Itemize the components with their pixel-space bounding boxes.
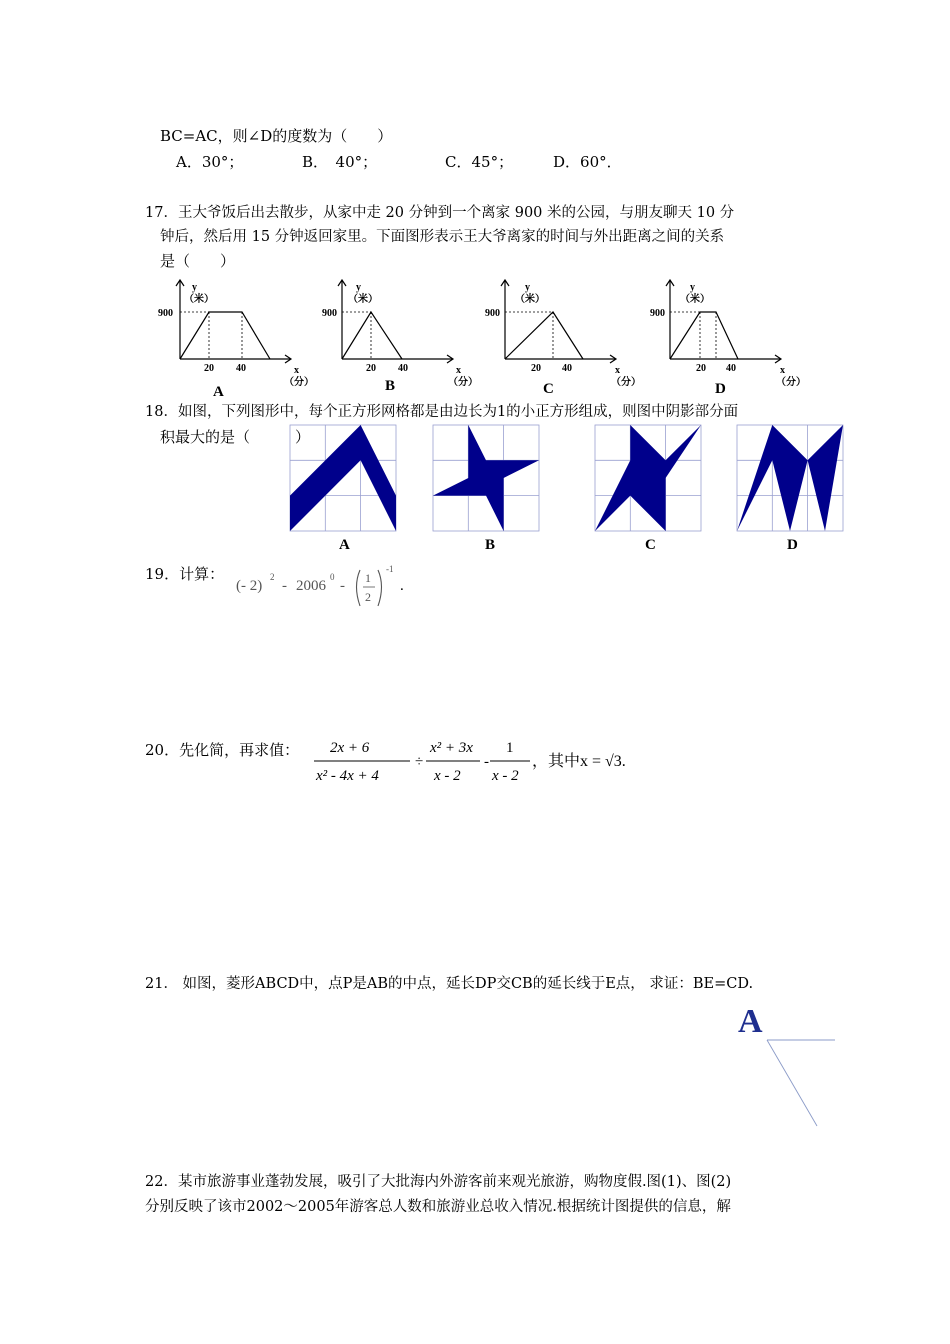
svg-text:（米）: （米）	[515, 294, 545, 305]
figure-label-d: D	[787, 537, 798, 553]
x-unit: （分）	[284, 377, 314, 388]
svg-text:÷: ÷	[415, 754, 424, 770]
svg-text:1: 1	[365, 571, 371, 585]
shaded-region	[433, 425, 539, 531]
svg-text:900: 900	[485, 308, 500, 319]
svg-text:40: 40	[398, 363, 408, 374]
shaded-region	[595, 425, 701, 531]
svg-text:20: 20	[366, 363, 376, 374]
q17-line2: 钟后，然后用 15 分钟返回家里。下面图形表示王大爷离家的时间与外出距离之间的关系	[160, 229, 725, 245]
svg-text:-1: -1	[386, 564, 394, 574]
q18-line1: 18．如图，下列图形中，每个正方形网格都是由边长为1的小正方形组成，则图中阴影部分面	[145, 404, 739, 420]
q17-line3: 是（ ）	[160, 252, 236, 270]
q20-prefix: 20．先化简，再求值：	[145, 741, 300, 759]
svg-text:x: x	[780, 365, 785, 376]
figure-label-c: C	[645, 537, 656, 553]
q19-prefix: 19．计算：	[145, 565, 225, 583]
q16-option-b: B． 40°；	[302, 153, 378, 171]
q17-graph-d	[640, 276, 806, 398]
graph-label-b: B	[385, 378, 396, 394]
svg-text:y: y	[356, 282, 361, 293]
q16-option-a: A．30°；	[176, 153, 244, 171]
vertex-label-a: A	[738, 1003, 763, 1040]
svg-text:-: -	[340, 578, 345, 594]
figure-label-b: B	[485, 537, 496, 553]
svg-text:(- 2): (- 2)	[236, 578, 263, 594]
graph-line	[505, 312, 583, 359]
svg-text:y: y	[525, 282, 530, 293]
q16-option-d: D．60°．	[553, 153, 622, 171]
svg-text:40: 40	[562, 363, 572, 374]
svg-text:x: x	[456, 365, 461, 376]
shaded-region	[737, 425, 843, 531]
q18-line2: 积最大的是（ ）	[160, 428, 311, 446]
shaded-region	[290, 425, 396, 531]
svg-text:40: 40	[726, 363, 736, 374]
svg-text:（分）: （分）	[776, 377, 806, 388]
svg-text:900: 900	[650, 308, 665, 319]
q18-figure-a	[290, 425, 400, 551]
q21-text: 21． 如图，菱形ABCD中，点P是AB的中点，延长DP交CB的延长线于E点， 求证：BE=CD.	[145, 976, 754, 992]
svg-text:2x + 6: 2x + 6	[330, 740, 370, 756]
q17-graph-c	[475, 276, 641, 398]
q16-option-c: C．45°；	[445, 153, 514, 171]
q18-figure-b	[433, 425, 543, 551]
q21-figure	[735, 1000, 845, 1130]
svg-text:2: 2	[365, 590, 371, 604]
svg-text:（分）: （分）	[611, 377, 641, 388]
svg-text:20: 20	[531, 363, 541, 374]
graph-label-c: C	[543, 381, 554, 397]
x-tick-20: 20	[204, 363, 214, 374]
svg-text:-: -	[282, 578, 287, 594]
q18-figure-d	[737, 425, 847, 551]
svg-text:（米）: （米）	[348, 294, 378, 305]
svg-text:x - 2: x - 2	[434, 768, 461, 784]
graph-line	[180, 312, 270, 359]
q17-line1: 17．王大爷饭后出去散步，从家中走 20 分钟到一个离家 900 米的公园，与朋友聊天 10 分	[145, 205, 735, 221]
graph-label-d: D	[715, 381, 726, 397]
svg-text:.: .	[400, 578, 404, 594]
svg-text:900: 900	[322, 308, 337, 319]
q17-graph-b	[312, 276, 478, 398]
q18-figure-c	[595, 425, 705, 551]
svg-text:x - 2: x - 2	[492, 768, 519, 784]
svg-text:y: y	[690, 282, 695, 293]
graph-line	[670, 312, 738, 359]
q16-stem-tail: BC=AC，则∠D的度数为（ ）	[160, 127, 393, 145]
q19-expression	[234, 560, 414, 610]
x-tick-40: 40	[236, 363, 246, 374]
y-label: y	[192, 282, 197, 293]
svg-text:x² + 3x: x² + 3x	[430, 740, 473, 756]
x-label: x	[294, 365, 299, 376]
svg-text:2: 2	[270, 572, 275, 582]
graph-line	[342, 312, 402, 359]
q20-expression	[310, 730, 650, 790]
y-tick: 900	[158, 308, 173, 319]
svg-text:1: 1	[506, 740, 514, 756]
svg-text:x² - 4x + 4: x² - 4x + 4	[316, 768, 379, 784]
q22-line2: 分别反映了该市2002～2005年游客总人数和旅游业总收入情况.根据统计图提供的信息，解	[145, 1199, 731, 1215]
figure-label-a: A	[339, 537, 350, 553]
svg-text:20: 20	[696, 363, 706, 374]
graph-label-a: A	[213, 384, 224, 400]
svg-text:2006: 2006	[296, 578, 326, 594]
svg-text:，其中x = √3.: ，其中x = √3.	[532, 753, 626, 770]
svg-text:x: x	[615, 365, 620, 376]
svg-text:（分）: （分）	[448, 377, 478, 388]
svg-text:0: 0	[330, 572, 335, 582]
svg-text:-: -	[484, 754, 489, 770]
y-unit: （米）	[184, 294, 214, 305]
q17-graph-a	[150, 276, 314, 400]
q22-line1: 22．某市旅游事业蓬勃发展，吸引了大批海内外游客前来观光旅游，购物度假.图(1)、图(2)	[145, 1174, 732, 1190]
svg-text:（米）: （米）	[680, 294, 710, 305]
